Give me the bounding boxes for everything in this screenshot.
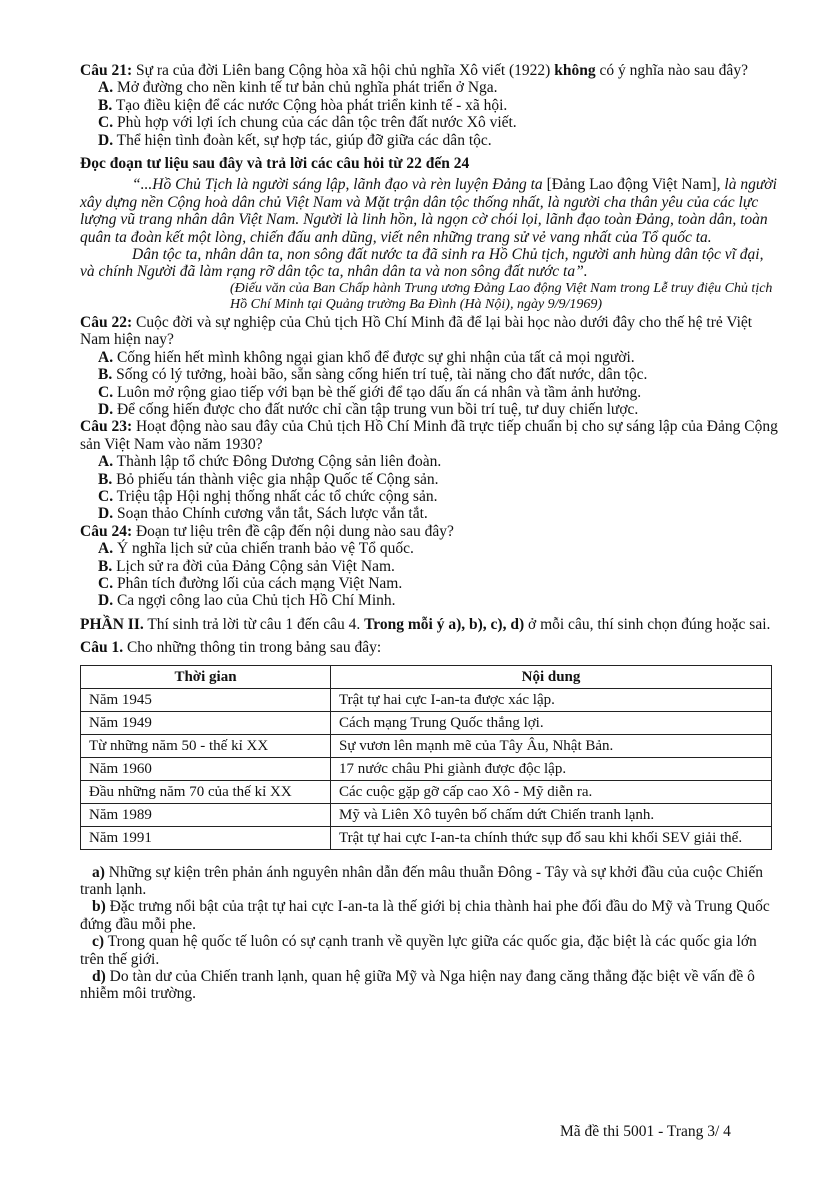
question-24 xyxy=(80,523,780,610)
question-label: Câu 24: xyxy=(80,522,133,540)
option-a: A. Ý nghĩa lịch sử của chiến tranh bảo vệ Tổ quốc. xyxy=(98,540,414,558)
page-footer: Mã đề thi 5001 - Trang 3/ 4 xyxy=(560,1123,731,1140)
statement-b: b) Đặc trưng nổi bật của trật tự hai cực I-an-ta là thế giới bị chia thành hai phe đối đầu do Mỹ và Trung Quốc đứng đầu mỗi phe. xyxy=(80,898,770,933)
option-a: A. Mở đường cho nền kinh tế tư bản chủ nghĩa phát triển ở Nga. xyxy=(98,79,498,97)
option-b: B. Lịch sử ra đời của Đảng Cộng sản Việt Nam. xyxy=(98,557,395,575)
question-text: Sự ra của đời Liên bang Cộng hòa xã hội chủ nghĩa Xô viết (1922) xyxy=(132,62,555,79)
table-row: Năm 1991 Trật tự hai cực I-an-ta chính thức sụp đổ sau khi khối SEV giải thể. xyxy=(81,826,772,849)
option-d: D. Để cống hiến được cho đất nước chỉ cần tập trung vun bồi trí tuệ, tư duy chiến lược. xyxy=(98,400,639,418)
question-label: Câu 1. xyxy=(80,639,124,657)
question-text: Hoạt động nào sau đây của Chủ tịch Hồ Chí Minh đã trực tiếp chuẩn bị cho sự sáng lập của Đảng Cộng sản Việt Nam vào năm 1930? xyxy=(80,418,778,453)
passage-paragraph-1: “...Hồ Chủ Tịch là người sáng lập, lãnh đạo và rèn luyện Đảng ta [Đảng Lao động Việt Nam], là người xây dựng nền Cộng hoà dân chủ Việt Nam và Mặt trận dân tộc thống nhất, là người cha thân yêu của các lực lượng vũ trang nhân dân Việt Nam. Người là linh hồn, là ngọn cờ chói lọi, lãnh đạo toàn Đảng, toàn dân, toàn quân ta đoàn kết một lòng, chiến đấu anh dũng, viết nên những trang sử vẻ vang nhất của Tổ quốc ta. xyxy=(80,176,777,246)
events-table xyxy=(80,665,772,850)
option-b: B. Bỏ phiếu tán thành việc gia nhập Quốc tế Cộng sản. xyxy=(98,470,439,488)
question-emphasis: không xyxy=(554,62,596,79)
option-c: C. Triệu tập Hội nghị thống nhất các tổ chức cộng sản. xyxy=(98,487,438,505)
question-text: Đoạn tư liệu trên đề cập đến nội dung nào sau đây? xyxy=(132,522,454,540)
option-b: B. Sống có lý tưởng, hoài bão, sẵn sàng cống hiến trí tuệ, tài năng cho đất nước, dân tộc. xyxy=(98,366,648,384)
statement-list xyxy=(80,864,780,1003)
exam-page xyxy=(80,62,780,1003)
option-d: D. Soạn thảo Chính cương vắn tắt, Sách lược vắn tắt. xyxy=(98,505,428,523)
table-row: Đầu những năm 70 của thế kỉ XX Các cuộc gặp gỡ cấp cao Xô - Mỹ diễn ra. xyxy=(81,780,772,803)
question-text: Cuộc đời và sự nghiệp của Chủ tịch Hồ Chí Minh đã để lại bài học nào dưới đây cho thế hệ trẻ Việt Nam hiện nay? xyxy=(80,313,753,349)
option-b: B. Tạo điều kiện để các nước Cộng hòa phát triển kinh tế - xã hội. xyxy=(98,96,508,114)
passage-paragraph-2: Dân tộc ta, nhân dân ta, non sông đất nước ta đã sinh ra Hồ Chủ tịch, người anh hùng dân tộc vĩ đại, và chính Người đã làm rạng rỡ dân tộc ta, nhân dân ta và non sông đất nước ta”. xyxy=(80,246,764,281)
statement-a: a) Những sự kiện trên phản ánh nguyên nhân dẫn đến mâu thuẫn Đông - Tây và sự khởi đầu của cuộc Chiến tranh lạnh. xyxy=(80,863,764,898)
question-label: Câu 22: xyxy=(80,313,133,331)
table-row: Năm 1945 Trật tự hai cực I-an-ta được xác lập. xyxy=(81,688,772,711)
option-c: C. Phù hợp với lợi ích chung của các dân tộc trên đất nước Xô viết. xyxy=(98,114,517,132)
table-row: Năm 1989 Mỹ và Liên Xô tuyên bố chấm dứt Chiến tranh lạnh. xyxy=(81,803,772,826)
column-header-time: Thời gian xyxy=(81,665,331,688)
passage-heading: Đọc đoạn tư liệu sau đây và trả lời các câu hỏi từ 22 đến 24 xyxy=(80,155,470,173)
option-a: A. Cống hiến hết mình không ngại gian khổ để được sự ghi nhận của tất cả mọi người. xyxy=(98,348,635,366)
option-d: D. Ca ngợi công lao của Chủ tịch Hồ Chí Minh. xyxy=(98,592,396,610)
column-header-content: Nội dung xyxy=(331,665,772,688)
question-label: Câu 21: xyxy=(80,62,133,79)
question-label: Câu 23: xyxy=(80,418,133,436)
question-text: có ý nghĩa nào sau đây? xyxy=(595,62,748,79)
question-22 xyxy=(80,314,780,418)
part2-question-1: Câu 1. Cho những thông tin trong bảng sau đây: xyxy=(80,639,382,657)
option-a: A. Thành lập tổ chức Đông Dương Cộng sản liên đoàn. xyxy=(98,453,442,471)
option-d: D. Thể hiện tình đoàn kết, sự hợp tác, giúp đỡ giữa các dân tộc. xyxy=(98,131,492,149)
part-2-instructions: PHẦN II. Thí sinh trả lời từ câu 1 đến câu 4. Trong mỗi ý a), b), c), d) ở mỗi câu, thí sinh chọn đúng hoặc sai. xyxy=(80,615,771,633)
statement-c: c) Trong quan hệ quốc tế luôn có sự cạnh tranh về quyền lực giữa các quốc gia, đặc biệt là các quốc gia lớn trên thế giới. xyxy=(80,933,757,968)
option-c: C. Phân tích đường lối của cách mạng Việt Nam. xyxy=(98,574,403,592)
table-row: Năm 1949 Cách mạng Trung Quốc thắng lợi. xyxy=(81,711,772,734)
question-23 xyxy=(80,418,780,522)
part-label: PHẦN II. xyxy=(80,615,144,633)
table-header-row xyxy=(81,665,772,688)
question-21 xyxy=(80,62,780,149)
table-row: Từ những năm 50 - thế kỉ XX Sự vươn lên mạnh mẽ của Tây Âu, Nhật Bản. xyxy=(81,734,772,757)
statement-d: d) Do tàn dư của Chiến tranh lạnh, quan hệ giữa Mỹ và Nga hiện nay đang căng thẳng đặc biệt về vấn đề ô nhiễm môi trường. xyxy=(80,968,755,1003)
option-c: C. Luôn mở rộng giao tiếp với bạn bè thế giới để tạo dấu ấn cá nhân và tầm ảnh hưởng. xyxy=(98,383,642,401)
passage-source: (Điếu văn của Ban Chấp hành Trung ương Đảng Lao động Việt Nam trong Lễ truy điệu Chủ tịch Hồ Chí Minh tại Quảng trường Ba Đình (Hà Nội), ngày 9/9/1969) xyxy=(230,280,773,313)
table-row: Năm 1960 17 nước châu Phi giành được độc lập. xyxy=(81,757,772,780)
